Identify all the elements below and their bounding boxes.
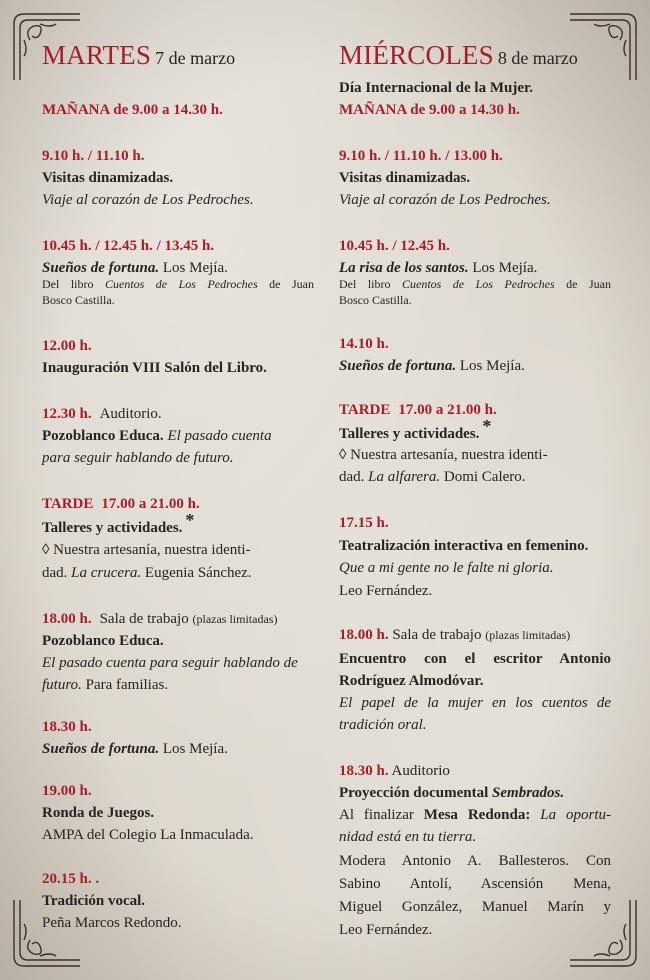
event-detail: dad. La alfarera. Domi Calero. bbox=[339, 469, 526, 485]
event-title: Visitas dinamizadas. bbox=[339, 170, 471, 186]
event-time: 18.30 h. bbox=[42, 719, 92, 735]
event-subtitle: El papel de la mujer en los cuentos de bbox=[339, 695, 611, 711]
event-detail: ◊ Nuestra artesanía, nuestra identi- bbox=[339, 447, 548, 463]
event-detail: Modera Antonio A. Ballesteros. Con bbox=[339, 853, 611, 869]
event-time: 12.00 h. bbox=[42, 338, 92, 354]
event-subtitle: Peña Marcos Redondo. bbox=[42, 915, 182, 931]
event-time: 10.45 h. / 12.45 h. bbox=[339, 238, 450, 254]
event-source: Del libro Cuentos de Los Pedroches de Juan bbox=[339, 277, 611, 291]
event-title: Visitas dinamizadas. bbox=[42, 170, 174, 186]
day-name: MIÉRCOLES bbox=[339, 40, 494, 70]
event-title: Proyección documental Sembrados. bbox=[339, 785, 565, 801]
day-date: 7 de marzo bbox=[155, 48, 236, 68]
event-title: Inauguración VIII Salón del Libro. bbox=[42, 360, 267, 376]
event-time: 19.00 h. bbox=[42, 783, 92, 799]
event-time-place: 12.30 h. Auditorio. bbox=[42, 406, 162, 422]
corner-ornament-top-right bbox=[568, 10, 640, 82]
day-name: MARTES bbox=[42, 40, 152, 70]
event-detail: Sabino Antolí, Ascensión Mena, bbox=[339, 876, 611, 892]
event-title: La risa de los santos. Los Mejía. bbox=[339, 260, 538, 276]
event-time-place: 18.00 h. Sala de trabajo (plazas limitadas) bbox=[42, 611, 278, 627]
event-title-cont: Rodríguez Almodóvar. bbox=[339, 673, 484, 689]
event-time: 14.10 h. bbox=[339, 336, 389, 352]
event-time-place: 18.00 h. Sala de trabajo (plazas limitadas) bbox=[339, 627, 571, 643]
afternoon-hours: TARDE 17.00 a 21.00 h. bbox=[42, 496, 200, 512]
day-heading bbox=[339, 40, 578, 71]
afternoon-hours: TARDE 17.00 a 21.00 h. bbox=[339, 402, 497, 418]
special-day: Día Internacional de la Mujer. bbox=[339, 80, 534, 96]
event-title: Tradición vocal. bbox=[42, 893, 146, 909]
event-subtitle: Que a mi gente no le falte ni gloria. bbox=[339, 560, 554, 576]
event-detail: ◊ Nuestra artesanía, nuestra identi- bbox=[42, 542, 251, 558]
day-date: 8 de marzo bbox=[497, 48, 578, 68]
morning-hours: MAÑANA de 9.00 a 14.30 h. bbox=[42, 102, 223, 118]
morning-hours: MAÑANA de 9.00 a 14.30 h. bbox=[339, 102, 520, 118]
event-subtitle: El pasado cuenta para seguir hablando de bbox=[42, 655, 298, 671]
event-detail: nidad está en tu tierra. bbox=[339, 829, 477, 845]
event-subtitle-cont: tradición oral. bbox=[339, 717, 427, 733]
event-detail: Leo Fernández. bbox=[339, 922, 433, 938]
day-heading bbox=[42, 40, 235, 71]
event-source-cont: Bosco Castilla. bbox=[42, 293, 115, 307]
event-detail: Al finalizar Mesa Redonda: La oportu- bbox=[339, 807, 612, 823]
event-title: Sueños de fortuna. Los Mejía. bbox=[42, 260, 228, 276]
event-subtitle: AMPA del Colegio La Inmaculada. bbox=[42, 827, 254, 843]
event-author: Leo Fernández. bbox=[339, 583, 433, 599]
event-subtitle: para seguir hablando de futuro. bbox=[42, 450, 234, 466]
event-title: Talleres y actividades. * bbox=[42, 510, 195, 536]
event-title: Sueños de fortuna. Los Mejía. bbox=[339, 358, 525, 374]
event-title: Teatralización interactiva en femenino. bbox=[339, 538, 589, 554]
event-title: Pozoblanco Educa. El pasado cuenta bbox=[42, 428, 272, 444]
event-title: Ronda de Juegos. bbox=[42, 805, 155, 821]
event-source-cont: Bosco Castilla. bbox=[339, 293, 412, 307]
event-detail: dad. La crucera. Eugenia Sánchez. bbox=[42, 565, 252, 581]
event-time: 9.10 h. / 11.10 h. / 13.00 h. bbox=[339, 148, 503, 164]
event-time: 10.45 h. / 12.45 h. / 13.45 h. bbox=[42, 238, 215, 254]
event-detail: Miguel González, Manuel Marín y bbox=[339, 899, 611, 915]
event-source: Del libro Cuentos de Los Pedroches de Juan bbox=[42, 277, 314, 291]
event-title: Pozoblanco Educa. bbox=[42, 633, 164, 649]
event-time: 20.15 h. . bbox=[42, 871, 100, 887]
event-title: Sueños de fortuna. Los Mejía. bbox=[42, 741, 228, 757]
event-subtitle: futuro. Para familias. bbox=[42, 677, 169, 693]
event-subtitle: Viaje al corazón de Los Pedroches. bbox=[339, 192, 551, 208]
event-subtitle: Viaje al corazón de Los Pedroches. bbox=[42, 192, 254, 208]
event-time: 17.15 h. bbox=[339, 515, 389, 531]
event-title: Encuentro con el escritor Antonio bbox=[339, 651, 611, 667]
event-title: Talleres y actividades. * bbox=[339, 416, 492, 442]
event-time: 9.10 h. / 11.10 h. bbox=[42, 148, 145, 164]
event-time-place: 18.30 h. Auditorio bbox=[339, 763, 450, 779]
